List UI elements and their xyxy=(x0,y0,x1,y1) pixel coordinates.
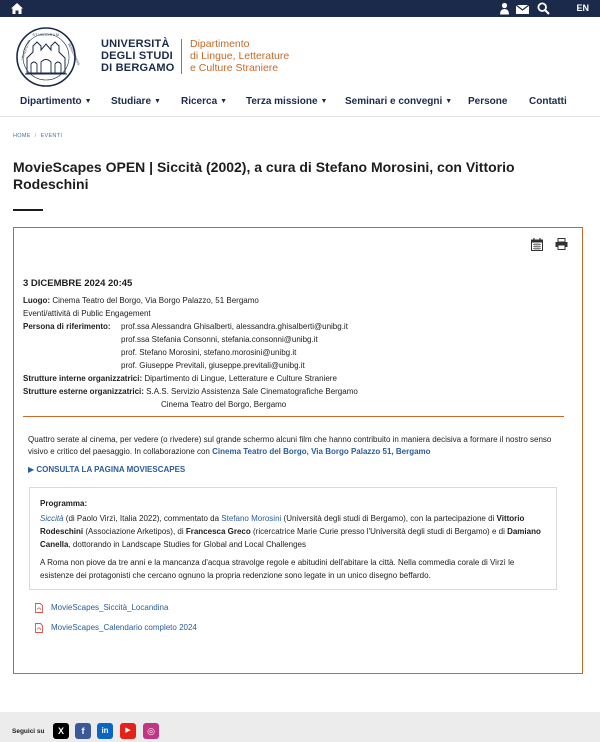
contact-person: prof. Stefano Morosini, stefano.morosini@unibg.it xyxy=(121,348,297,357)
envelope-icon[interactable] xyxy=(516,2,529,15)
calendar-icon[interactable] xyxy=(531,238,543,251)
linkedin-icon[interactable]: in xyxy=(97,723,113,739)
department-name-line: di Lingue, Letterature xyxy=(190,50,290,62)
program-title: Programma: xyxy=(40,499,88,508)
external-organizers xyxy=(23,387,358,396)
external-organizers-label: Strutture esterne organizzatrici: xyxy=(23,387,144,396)
contact-person: prof.ssa Alessandra Ghisalberti, alessandra.ghisalberti@unibg.it xyxy=(121,322,348,331)
department-name-line: e Culture Straniere xyxy=(190,62,279,74)
contact-person: prof. Giuseppe Previtali, giuseppe.previtali@unibg.it xyxy=(121,361,305,370)
program-text: , dottorando in Landscape Studies for Global and Local Challenges xyxy=(68,540,306,549)
pdf-icon xyxy=(35,603,43,613)
x-icon[interactable]: X xyxy=(53,723,69,739)
breadcrumb-home[interactable]: HOME xyxy=(13,133,31,139)
speaker-link[interactable]: Stefano Morosini xyxy=(221,514,282,523)
film-title[interactable]: Siccità xyxy=(40,514,64,523)
nav-divider xyxy=(0,116,600,117)
university-name-line: DI BERGAMO xyxy=(101,62,175,74)
department-name[interactable] xyxy=(190,38,289,74)
svg-text:STUDIORUM: STUDIORUM xyxy=(32,33,60,37)
top-bar xyxy=(0,0,600,17)
program-text: (ricercatrice Marie Curie presso l'Università degli studi di Bergamo) e di xyxy=(250,527,508,536)
description-text: Quattro serate al cinema, per vedere (o rivedere) sul grande schermo alcuni film che hanno contribuito in maniera decisiva a formare il nostro senso visivo e critico del paesaggio. In collaborazione con xyxy=(28,435,552,456)
svg-text:UNIVERSITAS: UNIVERSITAS xyxy=(20,39,32,61)
instagram-icon[interactable]: ◎ xyxy=(143,723,159,739)
event-description xyxy=(28,434,558,458)
event-contact-label-row xyxy=(23,322,111,331)
breadcrumb-current[interactable]: EVENTI xyxy=(40,133,63,139)
attachment-link[interactable] xyxy=(35,623,197,633)
nav-item-dipartimento[interactable] xyxy=(20,96,92,107)
guest-name: Damiano Canella xyxy=(40,527,541,549)
internal-organizers-value: Dipartimento di Lingue, Letterature e Culture Straniere xyxy=(144,374,337,383)
internal-organizers-label: Strutture interne organizzatrici: xyxy=(23,374,143,383)
university-name-line: UNIVERSITÀ xyxy=(101,38,170,50)
university-seal-logo[interactable] xyxy=(13,26,91,88)
follow-us-label: Seguici su xyxy=(12,728,45,735)
external-organizer: S.A.S. Servizio Assistenza Sale Cinematografiche Bergamo xyxy=(146,387,358,396)
contact-label: Persona di riferimento: xyxy=(23,322,111,331)
university-name[interactable] xyxy=(101,38,175,74)
department-name-line: Dipartimento xyxy=(190,38,250,50)
caret-down-icon: ▼ xyxy=(445,98,453,105)
nav-item-terza-missione[interactable] xyxy=(246,96,327,107)
event-location xyxy=(23,296,259,305)
header-divider xyxy=(181,39,182,74)
nav-item-seminari-e-convegni[interactable] xyxy=(345,96,452,107)
program-text: (Associazione Arketipos), di xyxy=(83,527,186,536)
nav-item-label: Dipartimento xyxy=(20,96,82,107)
contact-person: prof.ssa Stefania Consonni, stefania.consonni@unibg.it xyxy=(121,335,318,344)
nav-item-studiare[interactable] xyxy=(111,96,161,107)
venue-link[interactable]: Cinema Teatro del Borgo, Via Borgo Palazzo 51, Bergamo xyxy=(212,447,431,456)
nav-item-ricerca[interactable] xyxy=(181,96,227,107)
section-divider xyxy=(23,416,564,417)
nav-item-label: Ricerca xyxy=(181,96,218,107)
search-icon[interactable] xyxy=(537,2,550,15)
nav-item-persone[interactable]: Persone xyxy=(468,96,508,107)
location-label: Luogo: xyxy=(23,296,51,305)
attachment-label: MovieScapes_Calendario completo 2024 xyxy=(51,623,197,633)
nav-item-label: Seminari e convegni xyxy=(345,96,443,107)
nav-item-label: Studiare xyxy=(111,96,152,107)
guest-name: Vittorio Rodeschini xyxy=(40,514,525,536)
guest-name: Francesca Greco xyxy=(185,527,251,536)
external-organizer: Cinema Teatro del Borgo, Bergamo xyxy=(161,400,287,409)
program-details xyxy=(40,512,546,551)
caret-down-icon: ▼ xyxy=(320,98,328,105)
moviescapes-page-link[interactable]: ▶ CONSULTA LA PAGINA MOVIESCAPES xyxy=(28,465,186,474)
svg-text:BERGOMENSIS: BERGOMENSIS xyxy=(67,42,81,66)
attachment-link[interactable] xyxy=(35,603,168,613)
language-switch[interactable]: EN xyxy=(576,3,589,13)
caret-down-icon: ▼ xyxy=(220,98,228,105)
location-value: Cinema Teatro del Borgo, Via Borgo Palazzo, 51 Bergamo xyxy=(52,296,259,305)
home-icon[interactable] xyxy=(11,3,23,14)
nav-item-label: Terza missione xyxy=(246,96,318,107)
program-text: (Università degli studi di Bergamo), con la partecipazione di xyxy=(281,514,497,523)
breadcrumb-separator: / xyxy=(34,133,37,139)
caret-down-icon: ▼ xyxy=(154,98,161,105)
pdf-icon xyxy=(35,623,43,633)
film-synopsis: A Roma non piove da tre anni e la mancanza d'acqua stravolge regole e abitudini dell'abitare la città. Nella commedia corale di Virzì le esistenze dei protagonisti che cercano ognuno la propria redenzione sono legate in un unico disegno beffardo. xyxy=(40,558,515,580)
caret-down-icon: ▼ xyxy=(84,98,92,105)
title-underline xyxy=(13,209,43,211)
facebook-icon[interactable]: f xyxy=(75,723,91,739)
page-title: MovieScapes OPEN | Siccità (2002), a cura di Stefano Morosini, con Vittorio Rodeschini xyxy=(13,159,515,192)
user-icon[interactable] xyxy=(500,2,509,15)
event-category: Eventi/attività di Public Engagement xyxy=(23,309,151,318)
print-icon[interactable] xyxy=(555,238,568,250)
nav-item-contatti[interactable]: Contatti xyxy=(529,96,567,107)
university-name-line: DEGLI STUDI xyxy=(101,50,173,62)
attachment-label: MovieScapes_Siccità_Locandina xyxy=(51,603,169,613)
breadcrumb xyxy=(13,133,62,139)
main-navigation xyxy=(0,94,600,116)
internal-organizers xyxy=(23,374,337,383)
program-text: (di Paolo Virzì, Italia 2022), commentato da xyxy=(63,514,222,523)
youtube-icon[interactable]: ▶ xyxy=(120,723,136,739)
event-date: 3 DICEMBRE 2024 20:45 xyxy=(23,278,133,289)
